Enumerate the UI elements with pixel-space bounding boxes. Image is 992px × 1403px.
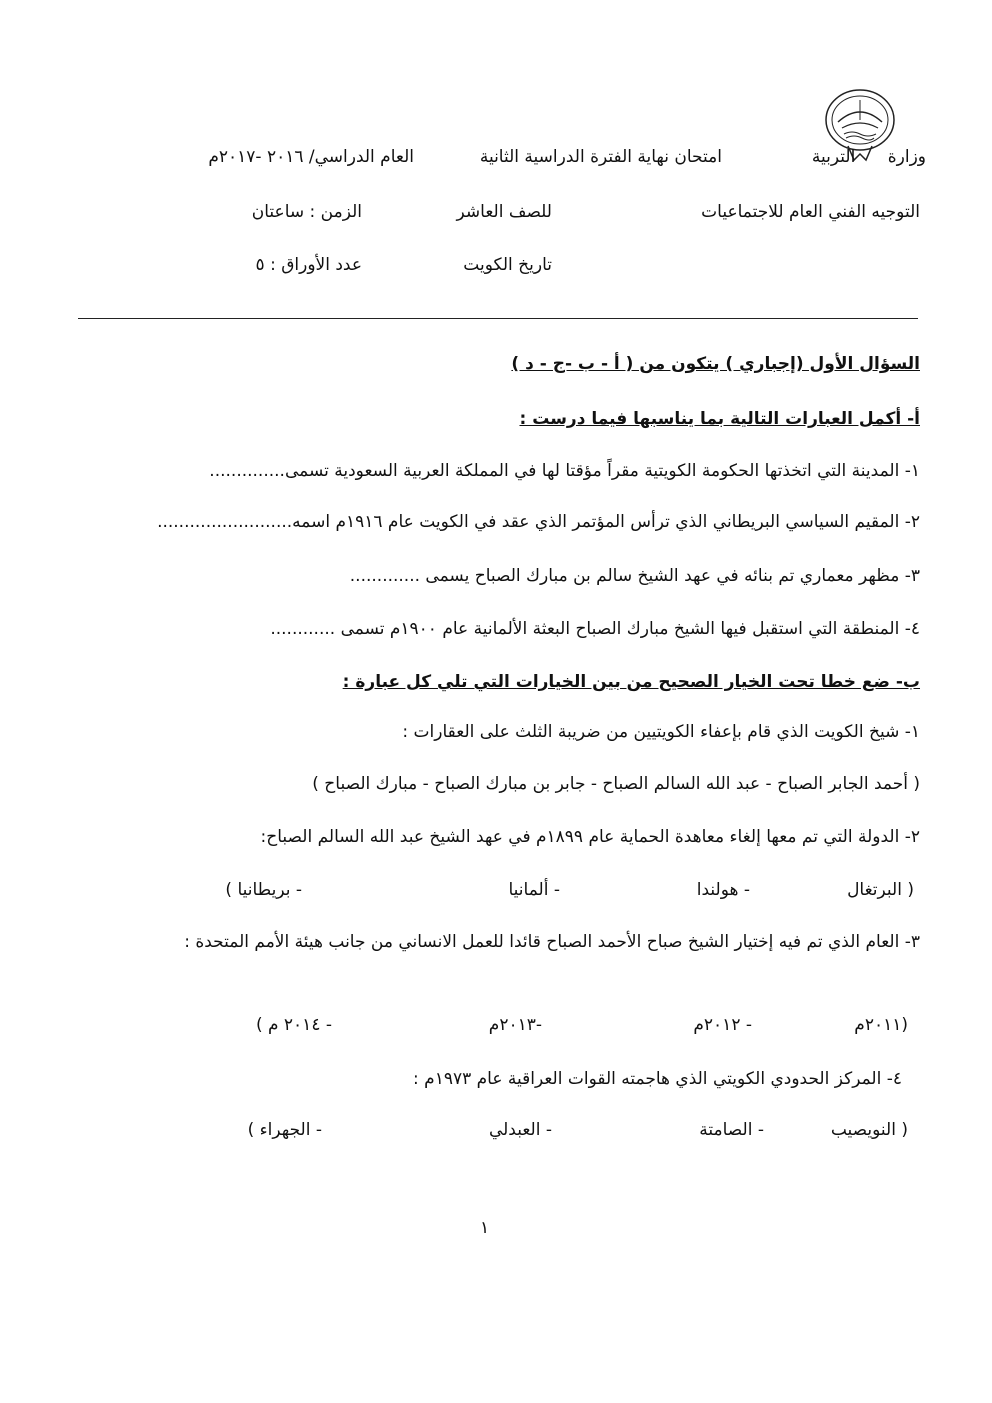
- q4-option-1: ( النويصيب: [830, 1120, 908, 1140]
- page-number: ١: [480, 1218, 490, 1238]
- q4-option-4: - الجهراء ): [247, 1120, 322, 1140]
- academic-year: العام الدراسي/ ٢٠١٦ -٢٠١٧م: [208, 147, 414, 167]
- q3-option-2: - ٢٠١٢م: [693, 1015, 752, 1035]
- q2-option-3: - ألمانيا: [508, 880, 560, 900]
- part-a-item-4: ٤- المنطقة التي استقبل فيها الشيخ مبارك الصباح البعثة الألمانية عام ١٩٠٠م تسمى ............: [270, 619, 920, 639]
- part-b-question-4: ٤- المركز الحدودي الكويتي الذي هاجمته القوات العراقية عام ١٩٧٣م :: [413, 1069, 902, 1089]
- page-count: عدد الأوراق : ٥: [255, 255, 362, 275]
- q2-option-2: - هولندا: [696, 880, 750, 900]
- part-b-question-3: ٣- العام الذي تم فيه إختيار الشيخ صباح الأحمد الصباح قائدا للعمل الانساني من جانب هيئة الأمم المتحدة :: [184, 932, 920, 952]
- part-b-question-1: ١- شيخ الكويت الذي قام بإعفاء الكويتيين من ضريبة الثلث على العقارات :: [402, 722, 920, 742]
- part-a-item-3: ٣- مظهر معماري تم بنائه في عهد الشيخ سالم بن مبارك الصباح يسمى .............: [349, 566, 920, 586]
- question-one-title: السؤال الأول (إجباري ) يتكون من ( أ - ب -ج - د ): [511, 354, 920, 374]
- subject: تاريخ الكويت: [463, 255, 552, 275]
- exam-title: امتحان نهاية الفترة الدراسية الثانية: [479, 147, 722, 167]
- part-a-item-2: ٢- المقيم السياسي البريطاني الذي ترأس المؤتمر الذي عقد في الكويت عام ١٩١٦م اسمه.........................: [157, 512, 920, 532]
- ministry-label: وزارة التربية: [811, 147, 926, 167]
- part-a-heading: أ- أكمل العبارات التالية بما يناسبها فيما درست :: [519, 409, 920, 429]
- q3-option-1: (٢٠١١م: [854, 1015, 908, 1035]
- department: التوجيه الفني العام للاجتماعيات: [701, 202, 920, 222]
- q3-option-3: -٢٠١٣م: [488, 1015, 542, 1035]
- q2-option-4: - بريطانيا ): [225, 880, 302, 900]
- q4-option-3: - العبدلي: [488, 1120, 552, 1140]
- part-b-heading: ب- ضع خطا تحت الخيار الصحيح من بين الخيارات التي تلي كل عبارة :: [342, 672, 920, 692]
- part-a-item-1: ١- المدينة التي اتخذتها الحكومة الكويتية مقراً مؤقتا لها في المملكة العربية السعودية تسمى..............: [209, 461, 920, 481]
- q4-option-2: - الصامتة: [699, 1120, 764, 1140]
- part-b-question-2: ٢- الدولة التي تم معها إلغاء معاهدة الحماية عام ١٨٩٩م في عهد الشيخ عبد الله السالم الصباح:: [260, 827, 920, 847]
- q3-option-4: - ٢٠١٤ م ): [255, 1015, 332, 1035]
- header-divider: [78, 318, 918, 319]
- grade: للصف العاشر: [456, 202, 552, 222]
- exam-time: الزمن : ساعتان: [251, 202, 362, 222]
- part-b-options-1: ( أحمد الجابر الصباح - عبد الله السالم الصباح - جابر بن مبارك الصباح - مبارك الصباح ): [312, 774, 920, 794]
- q2-option-1: ( البرتغال: [847, 880, 914, 900]
